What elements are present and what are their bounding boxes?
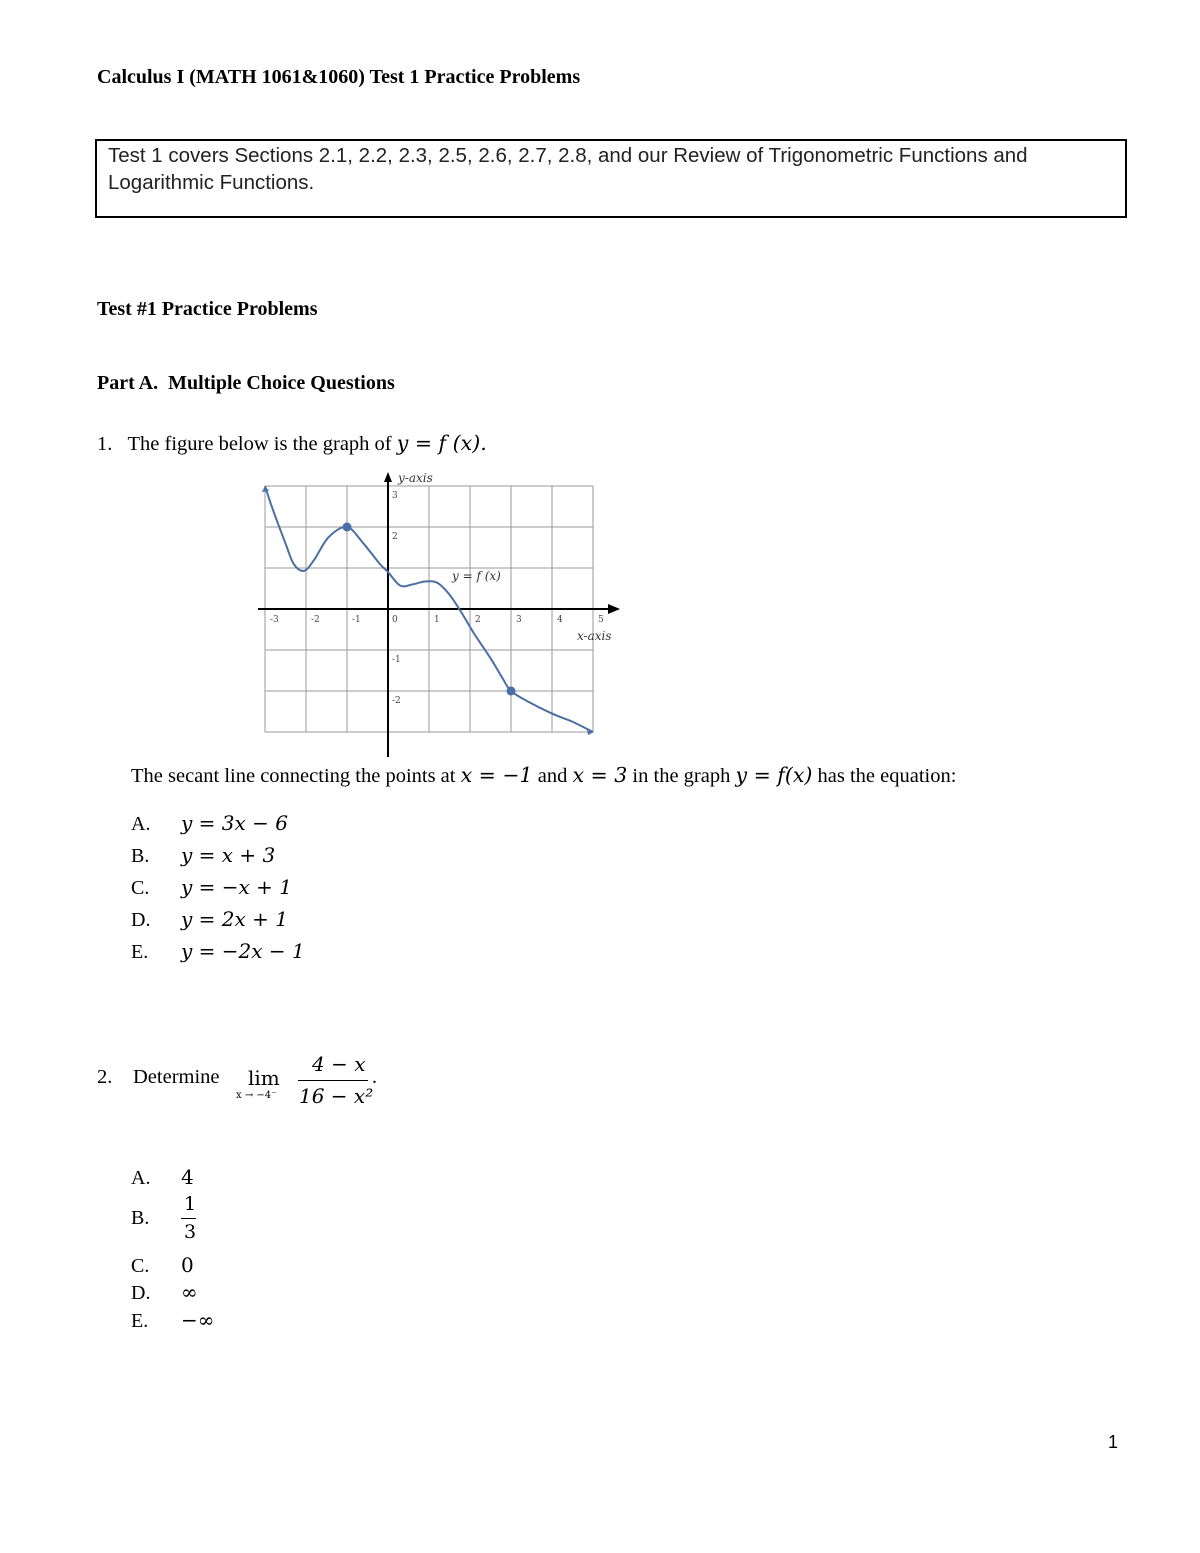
q2-choice-d[interactable]	[131, 1280, 198, 1305]
highlighted-point	[507, 687, 516, 696]
limit-symbol: lim	[248, 1066, 280, 1090]
fraction-numerator: 4 − x	[312, 1052, 366, 1076]
choice-label: E.	[131, 941, 149, 963]
y-tick-label: -2	[392, 696, 401, 706]
prompt-text: and	[537, 765, 568, 787]
q2-choice-a[interactable]	[131, 1165, 194, 1190]
x-tick-label: 3	[516, 615, 522, 625]
choice-text: y = x + 3	[181, 843, 276, 867]
choice-text: 0	[181, 1253, 194, 1277]
choice-label: B.	[131, 1207, 150, 1229]
choice-label: D.	[131, 1282, 151, 1304]
q2-choice-b[interactable]	[131, 1207, 181, 1230]
y-axis-arrow	[384, 472, 392, 482]
choice-label: A.	[131, 813, 151, 835]
fraction-denominator: 16 − x²	[299, 1084, 374, 1108]
choice-a[interactable]	[131, 811, 288, 836]
limit-subscript: x → −4⁻	[236, 1090, 277, 1101]
question-1-prompt	[131, 763, 956, 788]
part-heading: Part A. Multiple Choice Questions	[97, 372, 395, 394]
math-expression: y = f (x).	[396, 431, 487, 455]
fraction-denominator: 3	[183, 1221, 197, 1243]
tick-labels	[270, 491, 604, 706]
question-2-text: Determine	[133, 1066, 220, 1088]
math-x-value: x = 3	[572, 763, 628, 787]
x-axis-arrow	[608, 604, 620, 614]
choice-label: A.	[131, 1167, 151, 1189]
curve-label: y = f (x)	[452, 569, 501, 583]
highlighted-points	[262, 486, 594, 735]
math-function: y = f(x)	[735, 763, 813, 787]
x-tick-label: 1	[434, 615, 440, 625]
x-tick-label: -3	[270, 615, 279, 625]
x-axis-label: x-axis	[577, 629, 612, 643]
choice-text: −∞	[181, 1308, 215, 1332]
choice-e[interactable]	[131, 939, 305, 964]
question-text: The figure below is the graph of	[127, 433, 392, 455]
page-number: 1	[1108, 1432, 1119, 1452]
choice-label: B.	[131, 845, 150, 867]
curve-end-arrow	[262, 486, 269, 492]
question-number: 1.	[97, 433, 113, 455]
y-tick-label: 3	[392, 491, 398, 501]
choice-label: C.	[131, 1255, 150, 1277]
choice-text: ∞	[181, 1280, 198, 1304]
section-heading: Test #1 Practice Problems	[97, 298, 318, 320]
choice-c[interactable]	[131, 875, 292, 900]
fraction-bar	[298, 1080, 368, 1081]
period: .	[372, 1066, 377, 1088]
choice-b[interactable]	[131, 843, 275, 868]
page-title: Calculus I (MATH 1061&1060) Test 1 Practice Problems	[97, 66, 581, 88]
y-tick-label: -1	[392, 655, 401, 665]
coverage-note: Test 1 covers Sections 2.1, 2.2, 2.3, 2.5, 2.6, 2.7, 2.8, and our Review of Trigonometric Functions and Logarithmic Functions.	[108, 144, 1028, 194]
x-tick-label: -2	[311, 615, 320, 625]
prompt-text: in the graph	[632, 765, 731, 787]
x-tick-label: 2	[475, 615, 481, 625]
choice-text: y = −x + 1	[181, 875, 293, 899]
choice-label: C.	[131, 877, 150, 899]
x-tick-label: -1	[352, 615, 361, 625]
choice-text: y = −2x − 1	[181, 939, 305, 963]
q2-choice-e[interactable]	[131, 1308, 214, 1333]
y-axis-label: y-axis	[398, 471, 433, 485]
choice-d[interactable]	[131, 907, 288, 932]
choice-text: 4	[181, 1165, 194, 1189]
choice-text: y = 2x + 1	[181, 907, 288, 931]
fraction-bar	[181, 1218, 196, 1219]
prompt-text: has the equation:	[817, 765, 957, 787]
function-graph	[250, 468, 630, 760]
math-x-value: x = −1	[460, 763, 533, 787]
q2-choice-c[interactable]	[131, 1253, 194, 1278]
prompt-text: The secant line connecting the points at	[131, 765, 456, 787]
choice-text: y = 3x − 6	[181, 811, 288, 835]
choice-label: E.	[131, 1310, 149, 1332]
choice-label: D.	[131, 909, 151, 931]
fraction-numerator: 1	[183, 1193, 197, 1215]
question-1	[97, 431, 487, 456]
question-2-number: 2.	[97, 1066, 113, 1088]
highlighted-point	[343, 523, 352, 532]
x-tick-label: 0	[392, 615, 398, 625]
x-tick-label: 4	[557, 615, 563, 625]
x-tick-label: 5	[598, 615, 604, 625]
y-tick-label: 2	[392, 532, 398, 542]
